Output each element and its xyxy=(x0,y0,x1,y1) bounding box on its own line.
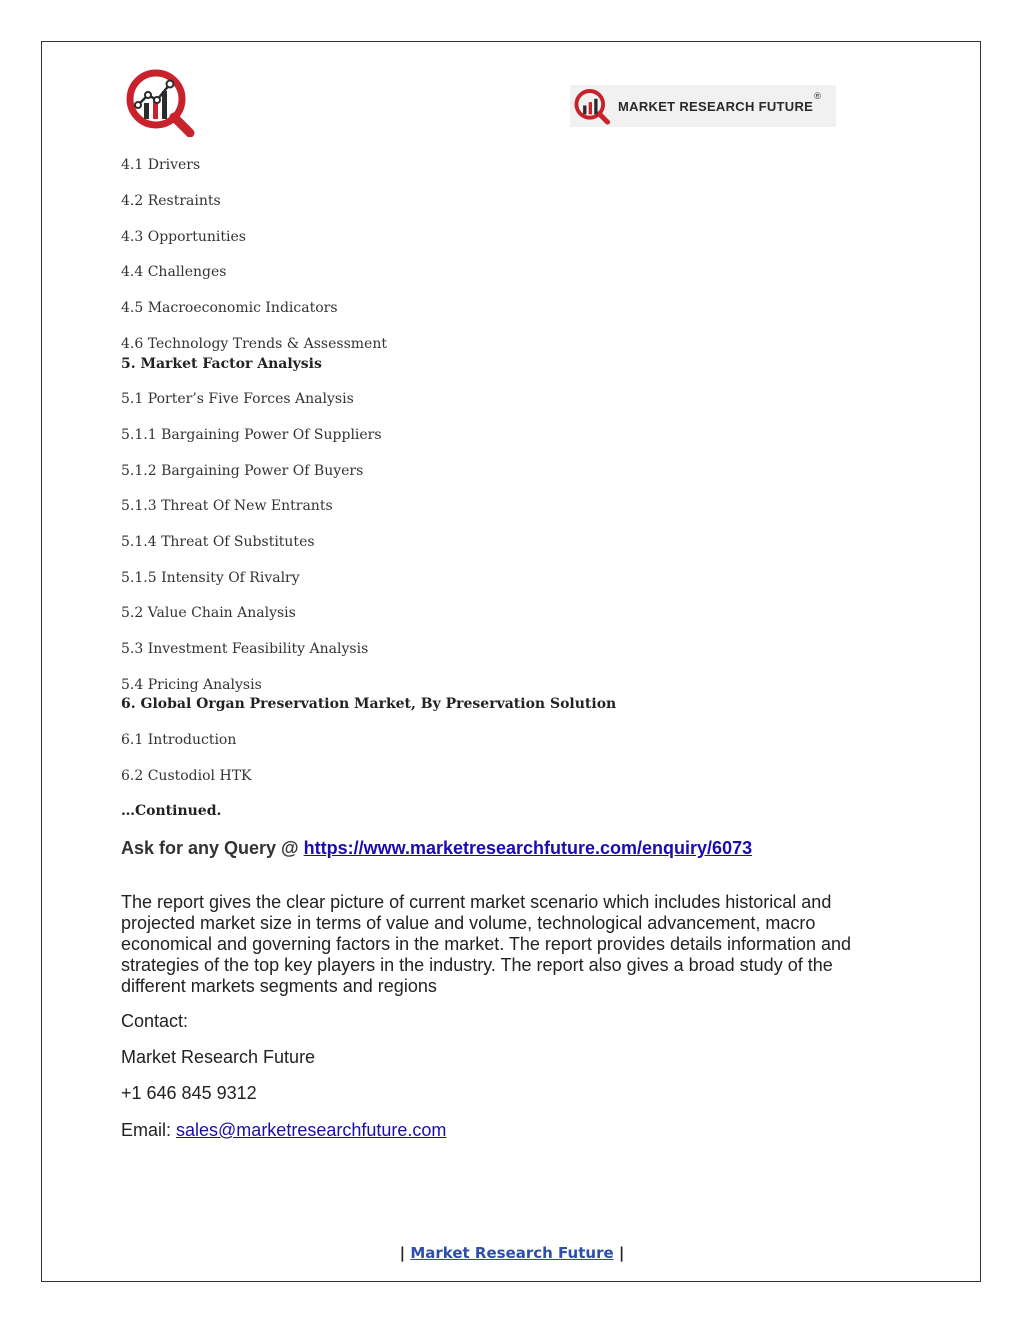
toc-item: 4.2 Restraints xyxy=(121,193,221,209)
toc-item: 5.2 Value Chain Analysis xyxy=(121,605,296,621)
toc-item: 4.4 Challenges xyxy=(121,264,227,280)
contact-email-line xyxy=(121,1120,446,1141)
toc-heading: 6. Global Organ Preservation Market, By Preservation Solution xyxy=(121,696,617,712)
toc-item: 4.1 Drivers xyxy=(121,157,201,173)
contact-company: Market Research Future xyxy=(121,1047,316,1067)
toc-heading: …Continued. xyxy=(121,803,222,819)
brand-name-text: MARKET RESEARCH FUTURE xyxy=(618,98,814,114)
toc-item: 6.2 Custodiol HTK xyxy=(121,768,252,784)
toc-item: 4.3 Opportunities xyxy=(121,229,246,245)
toc-item: 5.1.4 Threat Of Substitutes xyxy=(121,534,315,550)
contact-phone: +1 646 845 9312 xyxy=(121,1083,257,1103)
email-link[interactable]: sales@marketresearchfuture.com xyxy=(176,1120,447,1140)
report-description: The report gives the clear picture of current market scenario which includes historical and projected market size in terms of value and volume, technological advancement, macro economical and governing factors in the market. The report provides details information and strategies of the top key players in the industry. The report also gives a broad study of the different markets segments and regions xyxy=(121,892,852,996)
registered-mark: ® xyxy=(814,90,822,101)
toc-item: 5.4 Pricing Analysis xyxy=(121,677,262,693)
enquiry-link[interactable]: https://www.marketresearchfuture.com/enquiry/6073 xyxy=(303,838,753,858)
query-line xyxy=(121,838,752,859)
footer-bar-right: | xyxy=(618,1244,625,1262)
toc-item: 6.1 Introduction xyxy=(121,732,237,748)
mrf-logo-icon xyxy=(124,67,196,137)
toc-item: 5.1.2 Bargaining Power Of Buyers xyxy=(121,463,364,479)
toc-item: 5.1.5 Intensity Of Rivalry xyxy=(121,570,300,586)
toc-item: 5.1 Porter’s Five Forces Analysis xyxy=(121,391,354,407)
query-label: Ask for any Query @ xyxy=(121,838,304,858)
brand-name xyxy=(618,90,822,114)
toc-heading: 5. Market Factor Analysis xyxy=(121,356,322,372)
brand-banner xyxy=(570,85,836,127)
toc-item: 5.1.3 Threat Of New Entrants xyxy=(121,498,333,514)
page-footer xyxy=(0,1244,1024,1262)
footer-link[interactable]: Market Research Future xyxy=(410,1244,614,1262)
toc-item: 4.6 Technology Trends & Assessment xyxy=(121,336,387,352)
toc-item: 5.3 Investment Feasibility Analysis xyxy=(121,641,369,657)
contact-label: Contact: xyxy=(121,1011,189,1031)
toc-item: 5.1.1 Bargaining Power Of Suppliers xyxy=(121,427,382,443)
mrf-small-logo-icon xyxy=(572,86,612,126)
footer-bar-left: | xyxy=(399,1244,406,1262)
email-label: Email: xyxy=(121,1120,177,1140)
toc-item: 4.5 Macroeconomic Indicators xyxy=(121,300,338,316)
